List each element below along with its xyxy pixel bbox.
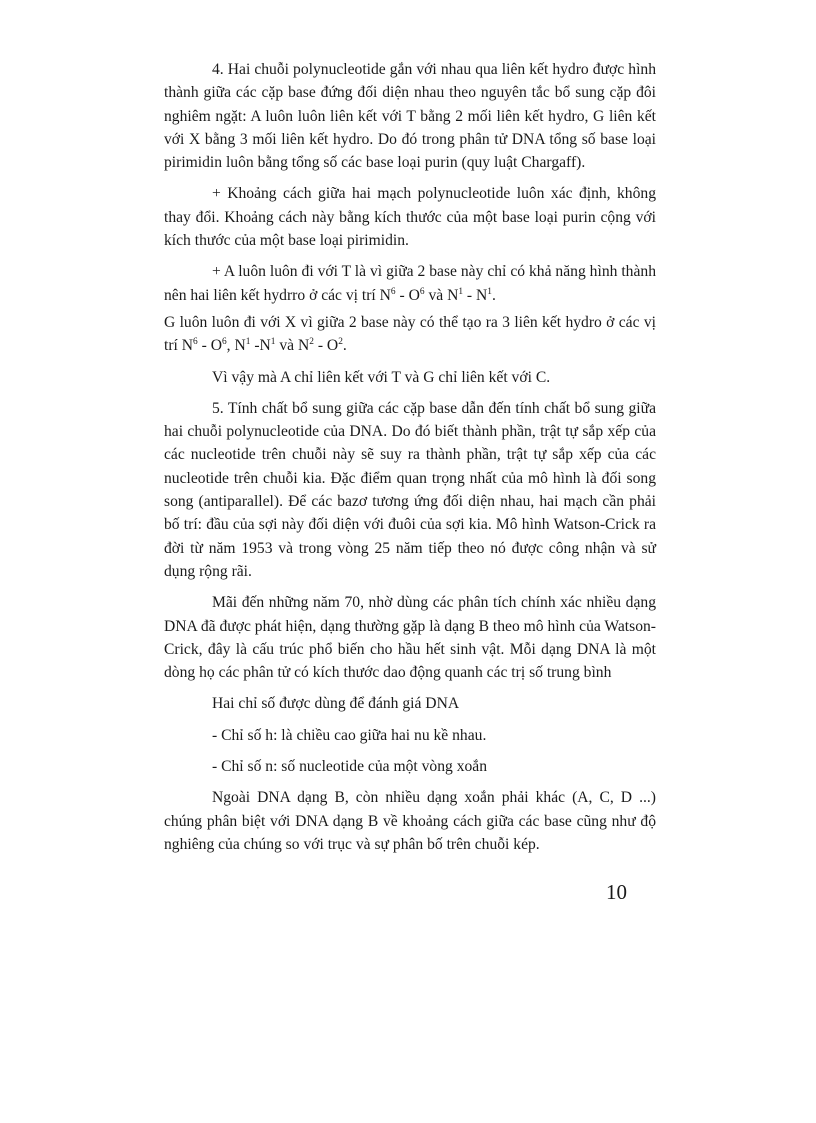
at-text-mid-3: - N xyxy=(463,286,488,304)
gc-text-mid-1: - O xyxy=(197,337,222,355)
at-text-mid-1: - O xyxy=(395,286,420,304)
gc-sup-6: 2 xyxy=(338,337,343,348)
paragraph-gc-pairing xyxy=(164,311,656,358)
paragraph-4: 4. Hai chuỗi polynucleotide gắn với nhau qua liên kết hydro được hình thành giữa các cặp base đứng đối diện nhau theo nguyên tắc bổ sung cặp đôi nghiêm ngặt: A luôn luôn liên kết với T bằng 2 mối liên kết hydro, G liên kết với X bằng 3 mối liên kết hydro. Do đó trong phân tử DNA tổng số base loại pirimidin luôn bằng tổng số các base loại purin (quy luật Chargaff). xyxy=(164,61,656,172)
at-sup-1: 6 xyxy=(390,286,396,297)
paragraph-5: 5. Tính chất bổ sung giữa các cặp base dẫn đến tính chất bổ sung giữa hai chuỗi polynucleotide của DNA. Do đó biết thành phần, trật tự sắp xếp của các nucleotide trên chuỗi này sẽ suy ra thành phần, trật tự sắp xếp của các nucleotide trên chuỗi kia. Đặc điểm quan trọng nhất của mô hình là đối song song (antiparallel). Để các bazơ tương ứng đối diện nhau, hai mạch cần phải bố trí: đầu của sợi này đối diện với đuôi của sợi kia. Mô hình Watson-Crick ra đời từ năm 1953 và trong vòng 25 năm tiếp theo nó được công nhận và sử dụng rộng rãi. xyxy=(164,399,656,580)
gc-text-mid-4: và N xyxy=(275,337,310,355)
at-text-suffix: . xyxy=(491,286,496,304)
gc-text-mid-2: , N xyxy=(226,337,246,355)
gc-text-mid-3: -N xyxy=(250,337,271,355)
paragraph-index-h: - Chỉ số h: là chiều cao giữa hai nu kề nhau. xyxy=(212,726,487,744)
paragraph-conclusion: Vì vậy mà A chỉ liên kết với T và G chỉ liên kết với C. xyxy=(212,368,551,386)
gc-sup-4: 1 xyxy=(270,337,276,348)
paragraph-70s: Mãi đến những năm 70, nhờ dùng các phân tích chính xác nhiều dạng DNA đã được phát hiện, dạng thường gặp là dạng B theo mô hình của Watson-Crick, đây là cấu trúc phổ biến cho hầu hết sinh vật. Mỗi dạng DNA là một dòng họ các phân tử có kích thước dao động quanh các trị số trung bình xyxy=(164,594,656,682)
page-number: 10 xyxy=(606,880,627,904)
gc-text-suffix: . xyxy=(342,337,347,355)
paragraph-indices: Hai chỉ số được dùng để đánh giá DNA xyxy=(212,695,460,713)
at-sup-3: 1 xyxy=(458,286,464,297)
gc-sup-5: 2 xyxy=(309,337,314,348)
at-text-mid-2: và N xyxy=(424,286,459,304)
gc-sup-1: 6 xyxy=(193,337,198,348)
gc-text-mid-5: - O xyxy=(313,337,339,355)
gc-text-prefix: G luôn luôn đi với X vì giữa 2 base này có thể tạo ra 3 liên kết hydro ở các vị trí N xyxy=(164,313,656,355)
at-sup-2: 6 xyxy=(419,286,425,297)
at-text-prefix: + A luôn luôn đi với T là vì giữa 2 base này chỉ có khả năng hình thành nên hai liên kết hydrro ở các vị trí N xyxy=(164,263,656,304)
paragraph-other-forms: Ngoài DNA dạng B, còn nhiều dạng xoắn phải khác (A, C, D ...) chúng phân biệt với DNA dạng B về khoảng cách giữa các base cũng như độ nghiêng của chúng so với trục và sự phân bố trên chuỗi kép. xyxy=(164,789,656,853)
at-sup-4: 1 xyxy=(487,286,492,297)
gc-sup-2: 6 xyxy=(221,337,227,348)
paragraph-distance: + Khoảng cách giữa hai mạch polynucleotide luôn xác định, không thay đổi. Khoảng cách này bằng kích thước của một base loại purin cộng với kích thước của một base loại pirimidin. xyxy=(164,185,656,250)
page-body xyxy=(164,58,656,864)
paragraph-index-n: - Chỉ số n: số nucleotide của một vòng xoắn xyxy=(212,758,488,776)
gc-sup-3: 1 xyxy=(245,337,251,348)
paragraph-at-pairing xyxy=(164,260,656,307)
